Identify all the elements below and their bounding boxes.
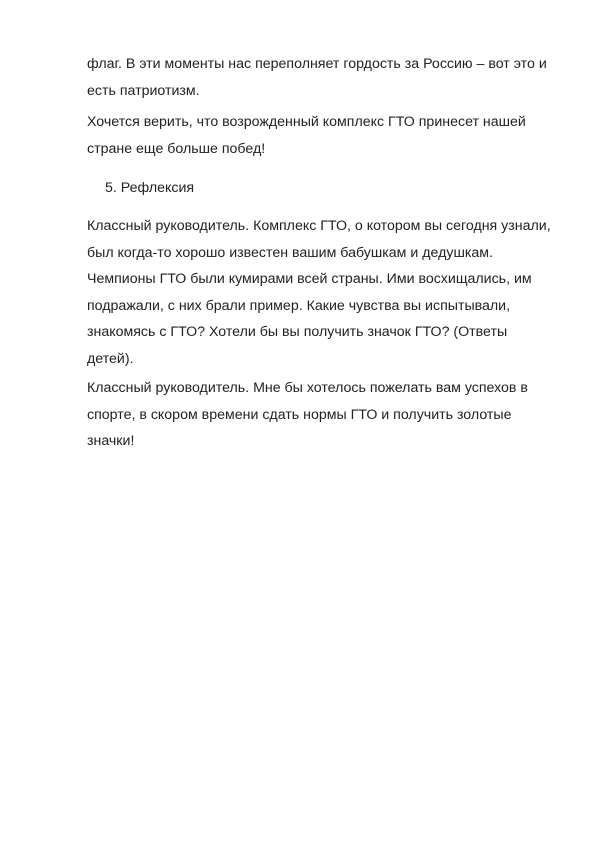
text-line: Классный руководитель. Мне бы хотелось пожелать вам успехов в xyxy=(87,380,528,396)
paragraph-patriotism xyxy=(87,51,562,104)
text-line: стране еще больше побед! xyxy=(87,140,266,157)
text-line: флаг. В эти моменты нас переполняет гордость за Россию – вот это и xyxy=(87,56,547,72)
text-line: был когда-то хорошо известен вашим бабушкам и дедушкам. xyxy=(87,244,493,261)
paragraph-teacher-wishes xyxy=(87,375,562,455)
section-heading: 5. Рефлексия xyxy=(105,180,195,196)
text-line: Чемпионы ГТО были кумирами всей страны. Ими восхищались, им xyxy=(87,271,532,287)
text-line: детей). xyxy=(87,350,134,367)
paragraph-teacher-question xyxy=(87,213,562,372)
text-line: значки! xyxy=(87,433,135,449)
text-line: Хочется верить, что возрожденный комплекс ГТО принесет нашей xyxy=(87,114,526,130)
text-line: есть патриотизм. xyxy=(87,82,200,99)
text-line: спорте, в скором времени сдать нормы ГТО и получить золотые xyxy=(87,406,512,423)
text-line: подражали, с них брали пример. Какие чувства вы испытывали, xyxy=(87,297,511,314)
paragraph-hope xyxy=(87,109,562,162)
text-line: Классный руководитель. Комплекс ГТО, о котором вы сегодня узнали, xyxy=(87,218,551,234)
text-line: знакомясь с ГТО? Хотели бы вы получить значок ГТО? (Ответы xyxy=(87,324,508,340)
